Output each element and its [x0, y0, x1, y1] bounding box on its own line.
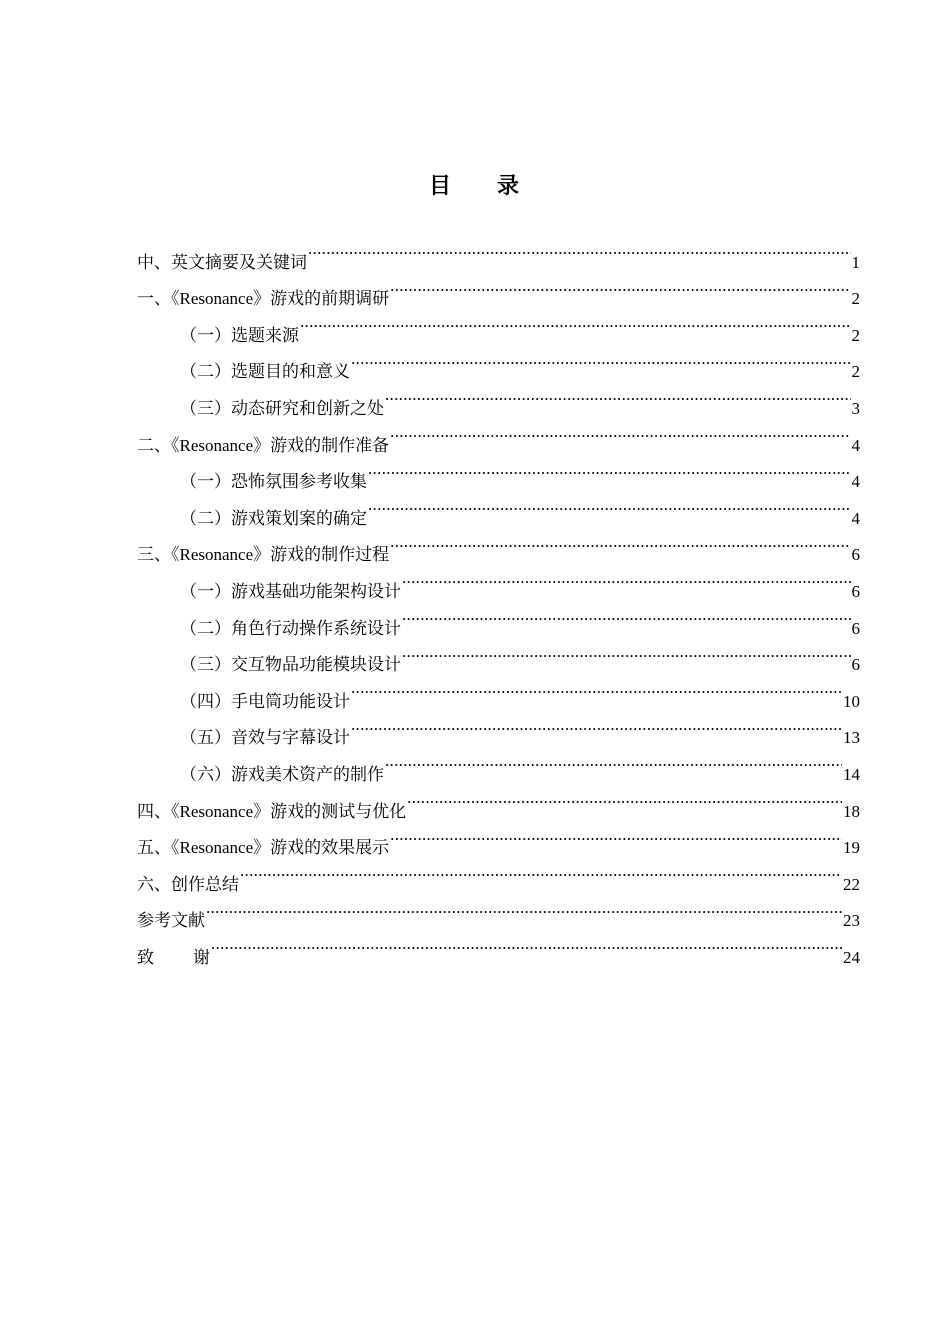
dot-leader — [351, 670, 842, 707]
toc-entry-label: （二）游戏策划案的确定 — [180, 508, 367, 528]
dot-leader — [368, 487, 851, 524]
toc-entry-label: （六）游戏美术资产的制作 — [180, 764, 384, 784]
toc-label-char-1: 致 — [137, 947, 154, 967]
toc-entry-page: 6 — [851, 618, 860, 638]
dot-leader — [211, 926, 842, 963]
toc-entry-label: 四、《Resonance》游戏的测试与优化 — [137, 801, 407, 821]
dot-leader — [368, 451, 851, 488]
title-char-1: 目 — [428, 174, 453, 199]
toc-entry-page: 24 — [843, 947, 860, 967]
toc-entry-page: 2 — [851, 289, 860, 309]
toc-entry-label: （四）手电筒功能设计 — [180, 691, 350, 711]
toc-entry-page: 4 — [851, 508, 860, 528]
toc-entry-page: 6 — [851, 655, 860, 675]
dot-leader — [300, 304, 851, 341]
dot-leader — [390, 414, 850, 451]
toc-entry-label: 中、英文摘要及关键词 — [137, 252, 307, 272]
toc-entry-page: 23 — [843, 911, 860, 931]
toc-entry[interactable] — [137, 231, 860, 272]
dot-leader — [402, 597, 851, 634]
toc-entry-label: （一）恐怖氛围参考收集 — [180, 472, 367, 492]
table-of-contents — [137, 231, 860, 967]
toc-entry[interactable] — [137, 890, 860, 931]
toc-entry-page: 22 — [843, 874, 860, 894]
title-char-2: 录 — [497, 174, 522, 199]
dot-leader — [407, 780, 842, 817]
toc-entry-label: （一）选题来源 — [180, 325, 299, 345]
toc-entry-label: 参考文献 — [137, 911, 205, 931]
dot-leader — [351, 707, 842, 744]
toc-entry-page: 18 — [843, 801, 860, 821]
page-title — [0, 170, 950, 204]
toc-entry-label: 六、创作总结 — [137, 874, 239, 894]
toc-entry-page: 4 — [851, 472, 860, 492]
dot-leader — [240, 853, 842, 890]
toc-entry-page: 19 — [843, 838, 860, 858]
toc-entry-page: 4 — [851, 435, 860, 455]
toc-entry-label: （三）动态研究和创新之处 — [180, 398, 384, 418]
toc-entry-page: 13 — [843, 728, 860, 748]
toc-entry-label: （三）交互物品功能模块设计 — [180, 655, 401, 675]
toc-entry-label: （二）选题目的和意义 — [180, 362, 350, 382]
toc-entry-page: 10 — [843, 691, 860, 711]
toc-entry-label: （五）音效与字幕设计 — [180, 728, 350, 748]
toc-entry-label — [137, 940, 210, 977]
toc-entry[interactable] — [137, 853, 860, 894]
toc-label-char-2: 谢 — [193, 947, 210, 967]
toc-entry-page: 2 — [851, 325, 860, 345]
dot-leader — [390, 524, 850, 561]
toc-entry-label: 五、《Resonance》游戏的效果展示 — [137, 838, 390, 858]
dot-leader — [308, 231, 851, 268]
dot-leader — [385, 377, 851, 414]
toc-entry-label: 二、《Resonance》游戏的制作准备 — [137, 435, 390, 455]
dot-leader — [390, 817, 842, 854]
toc-entry-page: 3 — [851, 398, 860, 418]
dot-leader — [385, 743, 842, 780]
dot-leader — [351, 341, 851, 378]
toc-entry[interactable] — [137, 926, 860, 967]
toc-entry-page: 6 — [851, 545, 860, 565]
toc-entry-page: 1 — [851, 252, 860, 272]
toc-entry-label: 一、《Resonance》游戏的前期调研 — [137, 289, 390, 309]
toc-entry-label: （二）角色行动操作系统设计 — [180, 618, 401, 638]
toc-entry-label: （一）游戏基础功能架构设计 — [180, 581, 401, 601]
dot-leader — [390, 268, 850, 305]
dot-leader — [402, 634, 851, 671]
toc-entry-page: 6 — [851, 581, 860, 601]
toc-entry-page: 2 — [851, 362, 860, 382]
dot-leader — [206, 890, 842, 927]
toc-entry-label: 三、《Resonance》游戏的制作过程 — [137, 545, 390, 565]
toc-entry-page: 14 — [843, 764, 860, 784]
dot-leader — [402, 560, 851, 597]
